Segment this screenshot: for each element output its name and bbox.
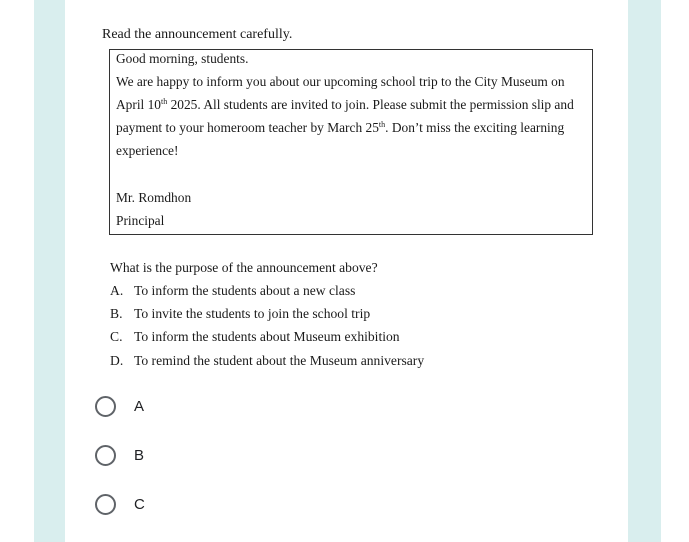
instruction-text: Read the announcement carefully. — [102, 27, 293, 42]
signature-name: Mr. Romdhon — [116, 190, 192, 205]
left-margin-panel — [34, 0, 65, 542]
answer-option-a-label: A — [134, 397, 145, 415]
announcement-line-3: payment to your homeroom teacher by March 25th. Don’t miss the exciting learning — [116, 120, 565, 135]
announcement-greeting: Good morning, students. — [116, 51, 249, 66]
answer-option-c[interactable] — [95, 491, 145, 517]
choice-d: D. To remind the student about the Museum anniversary — [110, 353, 425, 368]
answer-option-c-label: C — [134, 495, 145, 513]
announcement-line-4: experience! — [116, 143, 179, 158]
radio-b[interactable] — [95, 445, 116, 466]
radio-c[interactable] — [95, 494, 116, 515]
choice-b: B. To invite the students to join the school trip — [110, 306, 371, 321]
answer-option-b[interactable] — [95, 442, 144, 468]
signature-title: Principal — [116, 213, 165, 228]
choice-a: A. To inform the students about a new class — [110, 283, 356, 298]
right-margin-panel — [628, 0, 661, 542]
answer-option-a[interactable] — [95, 393, 144, 419]
announcement-line-1: We are happy to inform you about our upcoming school trip to the City Museum on — [116, 74, 565, 89]
radio-a[interactable] — [95, 396, 116, 417]
announcement-line-2: April 10th 2025. All students are invited to join. Please submit the permission slip and — [116, 97, 574, 112]
announcement-box — [109, 49, 593, 235]
question-text: What is the purpose of the announcement above? — [110, 260, 378, 275]
answer-option-b-label: B — [134, 446, 145, 464]
choice-c: C. To inform the students about Museum exhibition — [110, 329, 400, 344]
